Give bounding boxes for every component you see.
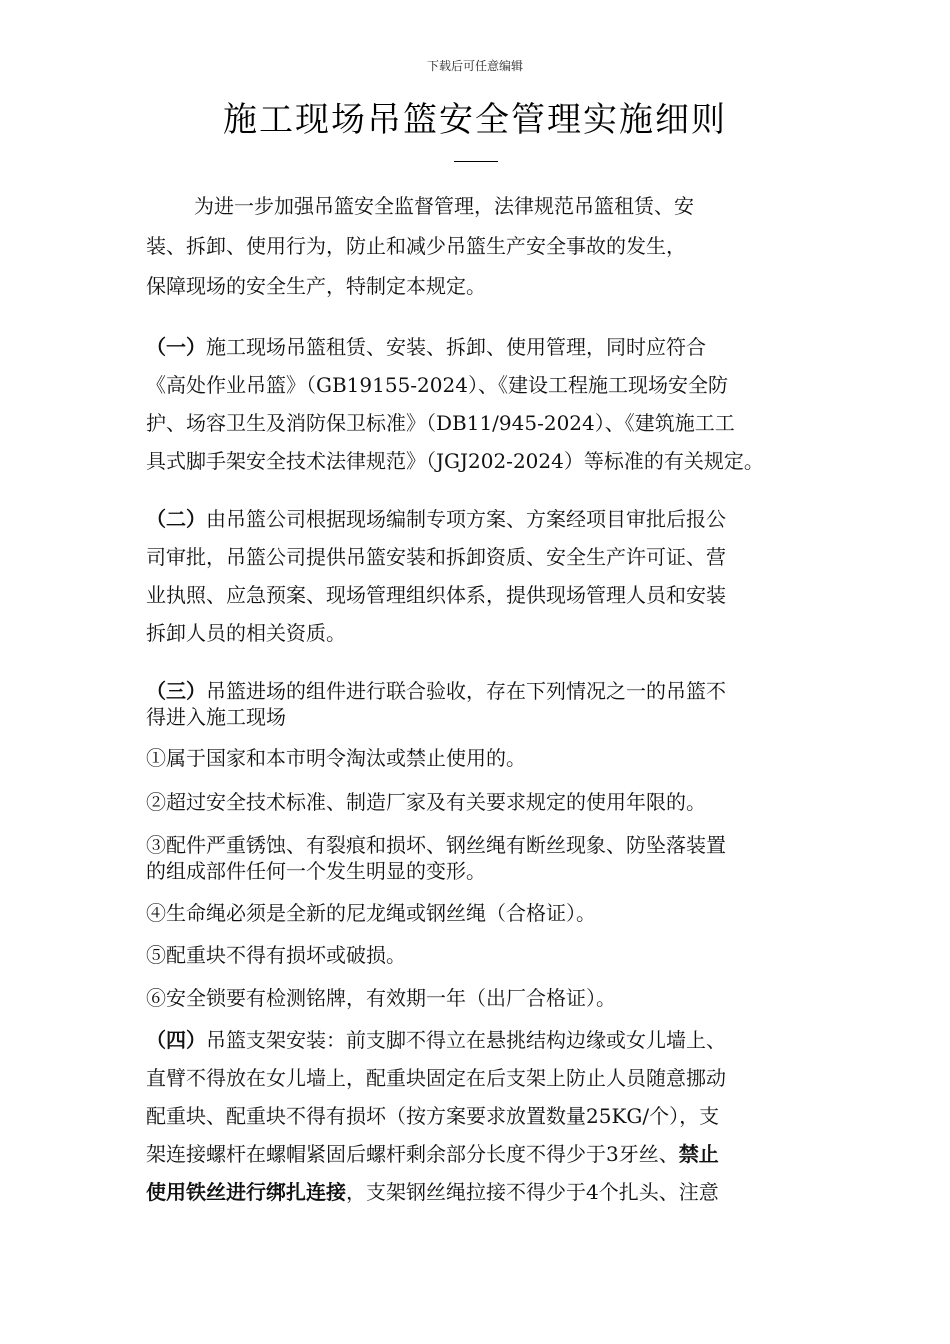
list-item: ④生命绳必须是全新的尼龙绳或钢丝绳（合格证）。 [146, 901, 596, 925]
section-1-line: （一）施工现场吊篮租赁、安装、拆卸、使用管理，同时应符合 [146, 335, 706, 359]
list-item: ⑥安全锁要有检测铭牌，有效期一年（出厂合格证）。 [146, 986, 616, 1010]
section-1-heading: （一） [146, 335, 206, 359]
list-item: ③配件严重锈蚀、有裂痕和损坏、钢丝绳有断丝现象、防坠落装置 [146, 833, 726, 857]
section-1-line: 护、场容卫生及消防保卫标准》（DB11/945-2024）、《建筑施工工 [146, 411, 735, 435]
list-item: ⑤配重块不得有损坏或破损。 [146, 943, 406, 967]
section-4-line: 直臂不得放在女儿墙上，配重块固定在后支架上防止人员随意挪动 [146, 1066, 726, 1090]
section-4-line: 架连接螺杆在螺帽紧固后螺杆剩余部分长度不得少于3牙丝、禁止 [146, 1142, 719, 1166]
list-item: ②超过安全技术标准、制造厂家及有关要求规定的使用年限的。 [146, 790, 706, 814]
section-4-heading: （四） [146, 1028, 206, 1052]
section-2-line: 业执照、应急预案、现场管理组织体系，提供现场管理人员和安装 [146, 583, 726, 607]
list-item: ①属于国家和本市明令淘汰或禁止使用的。 [146, 746, 526, 770]
intro-line: 为进一步加强吊篮安全监督管理，法律规范吊篮租赁、安 [194, 194, 694, 218]
intro-line: 装、拆卸、使用行为，防止和减少吊篮生产安全事故的发生， [146, 234, 686, 258]
section-4-line: （四）吊篮支架安装：前支脚不得立在悬挑结构边缘或女儿墙上、 [146, 1028, 726, 1052]
list-item-continuation: 的组成部件任何一个发生明显的变形。 [146, 859, 486, 883]
section-4-line: 使用铁丝进行绑扎连接，支架钢丝绳拉接不得少于4个扎头、注意 [146, 1180, 719, 1204]
section-2-heading: （二） [146, 507, 206, 531]
section-3-line: （三）吊篮进场的组件进行联合验收，存在下列情况之一的吊篮不 [146, 679, 726, 703]
section-1-line: 具式脚手架安全技术法律规范》（JGJ202-2024）等标准的有关规定。 [146, 449, 764, 473]
section-4-line: 配重块、配重块不得有损坏（按方案要求放置数量25KG/个），支 [146, 1104, 720, 1128]
section-3-heading: （三） [146, 679, 206, 703]
intro-line: 保障现场的安全生产，特制定本规定。 [146, 274, 486, 298]
document-title: 施工现场吊篮安全管理实施细则 [223, 100, 727, 140]
section-2-line: （二）由吊篮公司根据现场编制专项方案、方案经项目审批后报公 [146, 507, 726, 531]
emphasis-text: 使用铁丝进行绑扎连接 [146, 1180, 346, 1204]
title-divider [454, 161, 498, 162]
section-1-line: 《高处作业吊篮》（GB19155-2024）、《建设工程施工现场安全防 [146, 373, 728, 397]
section-2-line: 拆卸人员的相关资质。 [146, 621, 346, 645]
page-header: 下载后可任意编辑 [426, 59, 523, 73]
section-2-line: 司审批，吊篮公司提供吊篮安装和拆卸资质、安全生产许可证、营 [146, 545, 726, 569]
emphasis-text: 禁止 [678, 1142, 719, 1166]
section-3-line: 得进入施工现场 [146, 705, 286, 729]
